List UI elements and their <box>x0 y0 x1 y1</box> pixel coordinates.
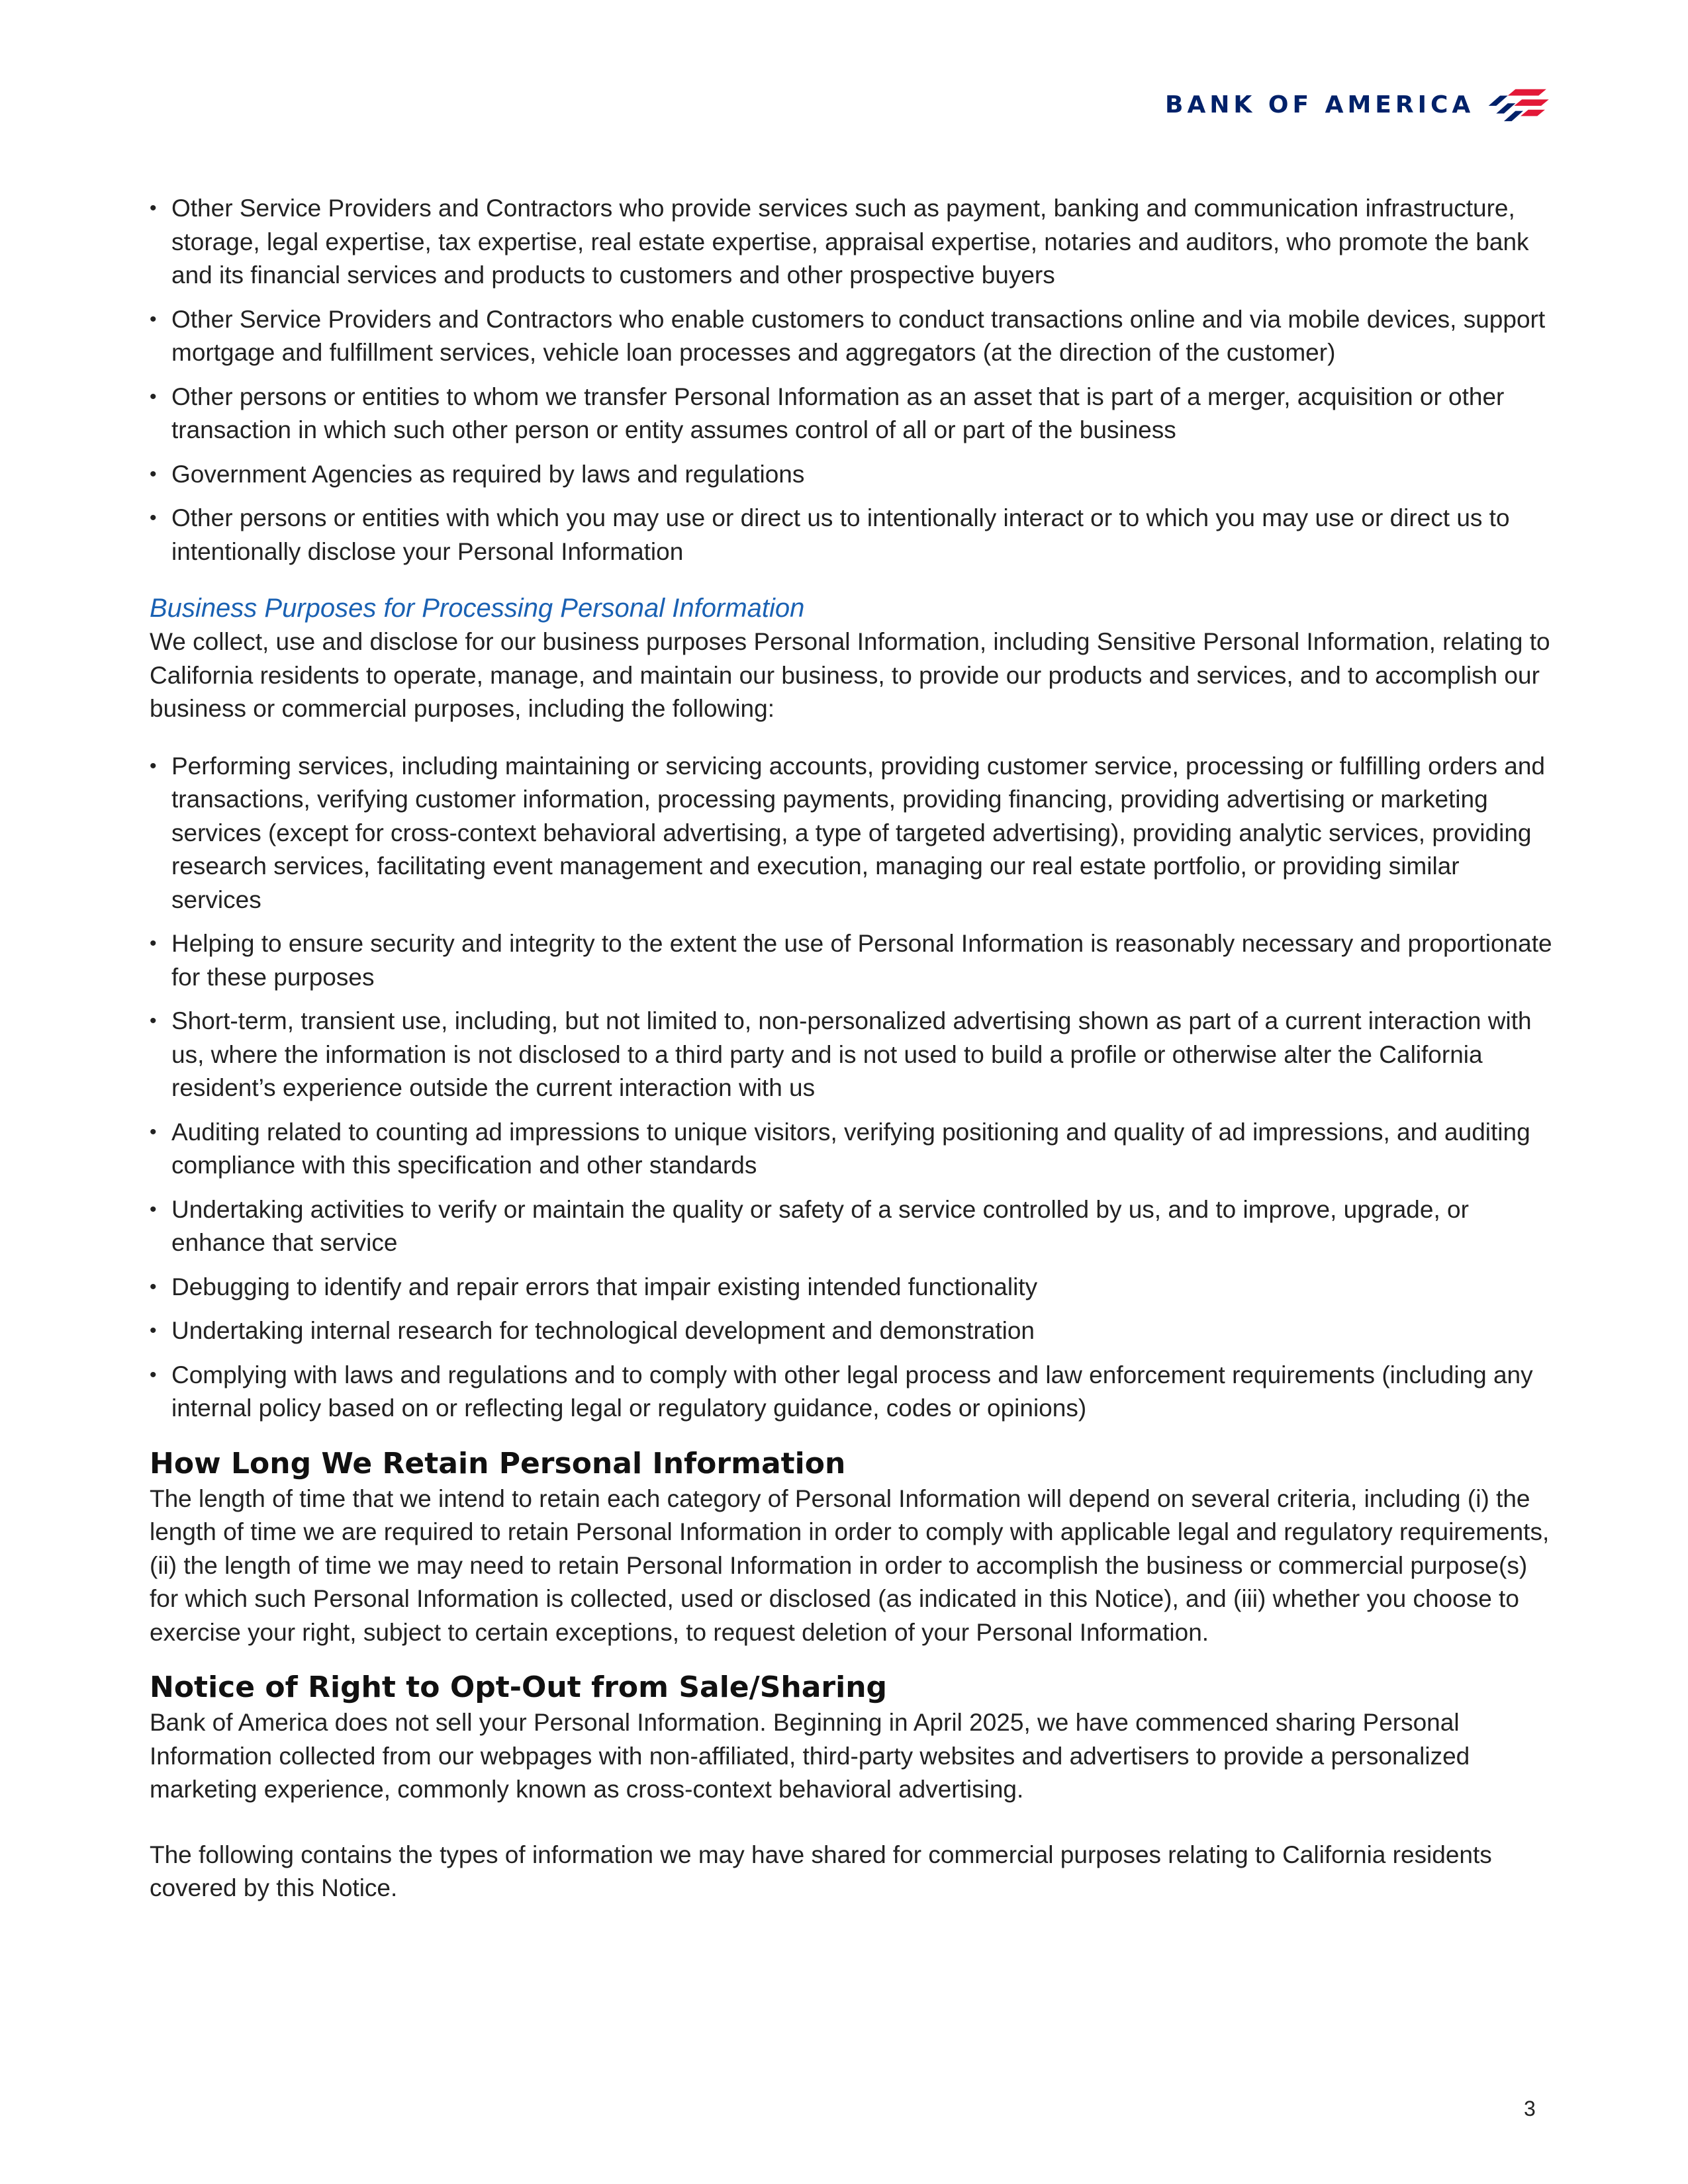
bullet-icon: • <box>150 1120 157 1143</box>
bullet-icon: • <box>150 1198 157 1220</box>
bullet-icon: • <box>150 1010 157 1032</box>
list-item-text: Helping to ensure security and integrity to the extent the use of Personal Information is reasonably necessary and proportionate for these purposes <box>171 930 1552 991</box>
bullet-icon: • <box>150 385 157 408</box>
list-item-text: Short-term, transient use, including, but not limited to, non-personalized advertising shown as part of a current interaction with us, where the information is not disclosed to a third party and is not used to build a profile or otherwise alter the California resident’s experience outside the current interaction with us <box>171 1007 1532 1101</box>
business-purposes-list <box>150 750 1556 1426</box>
opt-out-heading: Notice of Right to Opt-Out from Sale/Sharing <box>150 1670 888 1704</box>
bullet-icon: • <box>150 308 157 330</box>
list-item-text: Undertaking activities to verify or maintain the quality or safety of a service controlled by us, and to improve, upgrade, or enhance that service <box>171 1195 1469 1256</box>
list-item <box>150 502 1556 569</box>
opt-out-body-2: The following contains the types of information we may have shared for commercial purposes relating to California residents covered by this Notice. <box>150 1841 1492 1901</box>
list-item <box>150 458 1556 492</box>
list-item-text: Government Agencies as required by laws and regulations <box>171 460 805 488</box>
list-item-text: Undertaking internal research for technological development and demonstration <box>171 1317 1035 1344</box>
bank-of-america-logo <box>1165 85 1549 124</box>
list-item <box>150 750 1556 917</box>
recipients-list <box>150 192 1556 569</box>
list-item <box>150 192 1556 293</box>
brand-name: BANK OF AMERICA <box>1165 91 1475 118</box>
bullet-icon: • <box>150 1275 157 1298</box>
document-body <box>150 192 1556 1905</box>
list-item <box>150 303 1556 370</box>
bank-of-america-flag-icon <box>1482 86 1549 123</box>
list-item-text: Auditing related to counting ad impressions to unique visitors, verifying positioning and quality of ad impressions, and auditing compliance with this specification and other standards <box>171 1118 1530 1179</box>
bullet-icon: • <box>150 1320 157 1342</box>
retention-body: The length of time that we intend to retain each category of Personal Information will depend on several criteria, including (i) the length of time we are required to retain Personal Information in order to comply with applicable legal and regulatory requirements, (ii) the length of time we may need to retain Personal Information in order to accomplish the business or commercial purpose(s) for which such Personal Information is collected, used or disclosed (as indicated in this Notice), and (iii) whether you choose to exercise your right, subject to certain exceptions, to request deletion of your Personal Information. <box>150 1484 1550 1646</box>
opt-out-body-1: Bank of America does not sell your Personal Information. Beginning in April 2025, we have commenced sharing Personal Information collected from our webpages with non-affiliated, third-party websites and advertisers to provide a personalized marketing experience, commonly known as cross-context behavioral advertising. <box>150 1709 1470 1803</box>
list-item-text: Complying with laws and regulations and to comply with other legal process and law enforcement requirements (including any internal policy based on or reflecting legal or regulatory guidance, codes or opinions) <box>171 1361 1533 1422</box>
list-item-text: Other Service Providers and Contractors who provide services such as payment, banking and communication infrastructure, storage, legal expertise, tax expertise, real estate expertise, appraisal expertise, notaries and auditors, who promote the bank and its financial services and products to customers and other prospective buyers <box>171 195 1529 289</box>
list-item <box>150 1116 1556 1183</box>
list-item-text: Performing services, including maintaining or servicing accounts, providing customer service, processing or fulfilling orders and transactions, verifying customer information, processing payments, providing financing, providing advertising or marketing services (except for cross-context behavioral advertising, a type of targeted advertising), providing analytic services, providing research services, facilitating event management and execution, managing our real estate portfolio, or providing similar services <box>171 752 1545 913</box>
list-item <box>150 1271 1556 1304</box>
list-item <box>150 381 1556 447</box>
bullet-icon: • <box>150 754 157 777</box>
bullet-icon: • <box>150 933 157 954</box>
list-item-text: Other Service Providers and Contractors who enable customers to conduct transactions online and via mobile devices, support mortgage and fulfillment services, vehicle loan processes and aggregators (at the direction of the customer) <box>171 305 1546 366</box>
bullet-icon: • <box>150 463 157 485</box>
bullet-icon: • <box>150 1363 157 1386</box>
list-item <box>150 1005 1556 1105</box>
bullet-icon: • <box>150 197 157 219</box>
list-item <box>150 1314 1556 1348</box>
list-item-text: Other persons or entities with which you may use or direct us to intentionally interact or to which you may use or direct us to intentionally disclose your Personal Information <box>171 504 1510 565</box>
retention-heading: How Long We Retain Personal Information <box>150 1446 846 1480</box>
list-item <box>150 1359 1556 1426</box>
business-purposes-heading: Business Purposes for Processing Personal Information <box>150 594 805 623</box>
list-item <box>150 1193 1556 1260</box>
business-purposes-intro: We collect, use and disclose for our business purposes Personal Information, including Sensitive Personal Information, relating to California residents to operate, manage, and maintain our business, to provide our products and services, and to accomplish our business or commercial purposes, including the following: <box>150 628 1550 722</box>
list-item <box>150 927 1556 994</box>
list-item-text: Debugging to identify and repair errors that impair existing intended functionality <box>171 1273 1038 1300</box>
bullet-icon: • <box>150 507 157 529</box>
page-number: 3 <box>1524 2097 1536 2120</box>
list-item-text: Other persons or entities to whom we transfer Personal Information as an asset that is part of a merger, acquisition or other transaction in which such other person or entity assumes control of all or part of the business <box>171 383 1505 443</box>
